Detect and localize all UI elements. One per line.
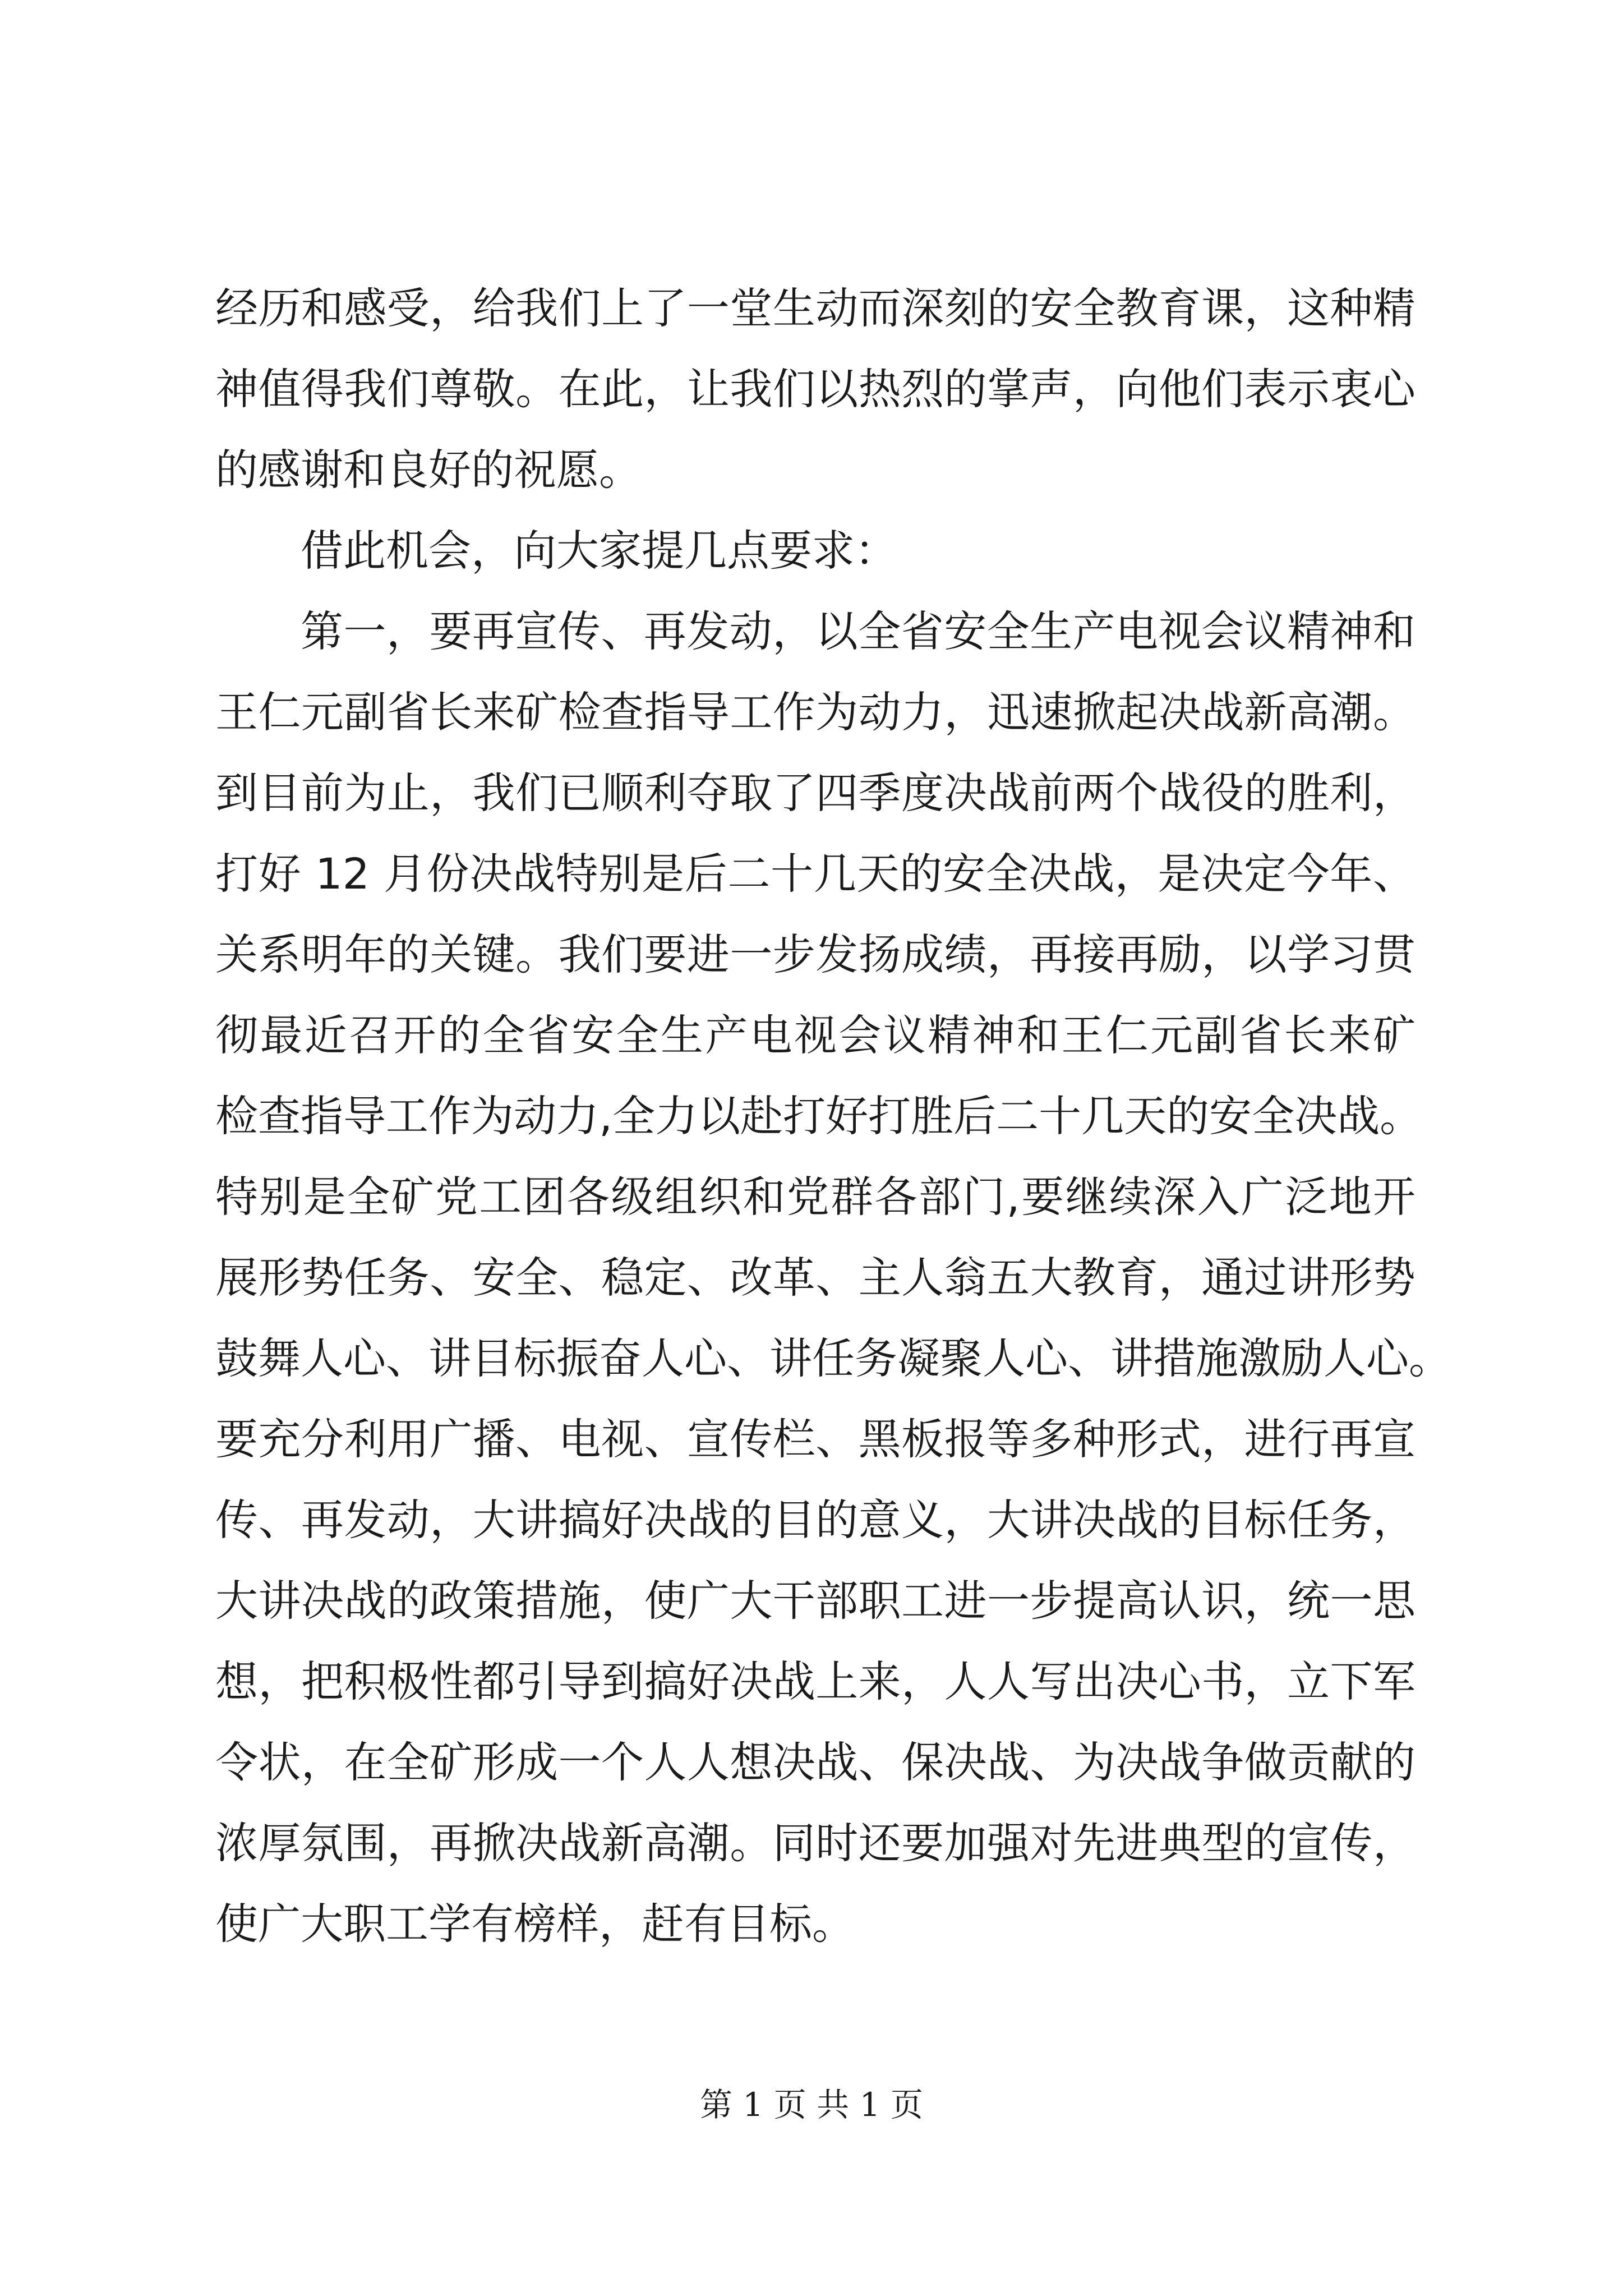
text-line: 想，把积极性都引导到搞好决战上来，人人写出决心书，立下军 <box>215 1657 1415 1706</box>
text-line: 展形势任务、安全、稳定、改革、主人翁五大教育，通过讲形势 <box>215 1253 1415 1303</box>
text-line: 传、再发动，大讲搞好决战的目的意义，大讲决战的目标任务， <box>215 1495 1415 1545</box>
text-line: 令状，在全矿形成一个人人想决战、保决战、为决战争做贡献的 <box>215 1737 1415 1787</box>
text-line: 要充分利用广播、电视、宣传栏、黑板报等多种形式，进行再宣 <box>215 1414 1415 1464</box>
body-text <box>215 268 1451 1964</box>
text-line: 鼓舞人心、讲目标振奋人心、讲任务凝聚人心、讲措施激励人心。 <box>215 1333 1451 1383</box>
text-line: 浓厚氛围，再掀决战新高潮。同时还要加强对先进典型的宣传， <box>215 1818 1415 1868</box>
text-line: 王仁元副省长来矿检查指导工作为动力，迅速掀起决战新高潮。 <box>215 687 1415 737</box>
text-line: 打好 12 月份决战特别是后二十几天的安全决战，是决定今年、 <box>215 849 1415 899</box>
text-line: 特别是全矿党工团各级组织和党群各部门,要继续深入广泛地开 <box>215 1172 1415 1222</box>
text-line: 借此机会，向大家提几点要求： <box>301 526 897 576</box>
text-line: 到目前为止，我们已顺利夺取了四季度决战前两个战役的胜利， <box>215 768 1415 818</box>
text-line: 大讲决战的政策措施，使广大干部职工进一步提高认识，统一思 <box>215 1576 1415 1626</box>
text-line: 第一，要再宣传、再发动，以全省安全生产电视会议精神和 <box>301 606 1415 656</box>
text-line: 使广大职工学有榜样，赶有目标。 <box>215 1899 855 1949</box>
page-footer: 第 1 页 共 1 页 <box>700 2086 923 2124</box>
text-line: 关系明年的关键。我们要进一步发扬成绩，再接再励，以学习贯 <box>215 930 1415 979</box>
text-line: 经历和感受，给我们上了一堂生动而深刻的安全教育课，这种精 <box>215 283 1415 333</box>
text-line: 检查指导工作为动力,全力以赴打好打胜后二十几天的安全决战。 <box>215 1091 1423 1141</box>
text-line: 的感谢和良好的祝愿。 <box>215 445 642 495</box>
text-line: 彻最近召开的全省安全生产电视会议精神和王仁元副省长来矿 <box>215 1010 1415 1060</box>
text-line: 神值得我们尊敬。在此，让我们以热烈的掌声，向他们表示衷心 <box>215 364 1415 414</box>
